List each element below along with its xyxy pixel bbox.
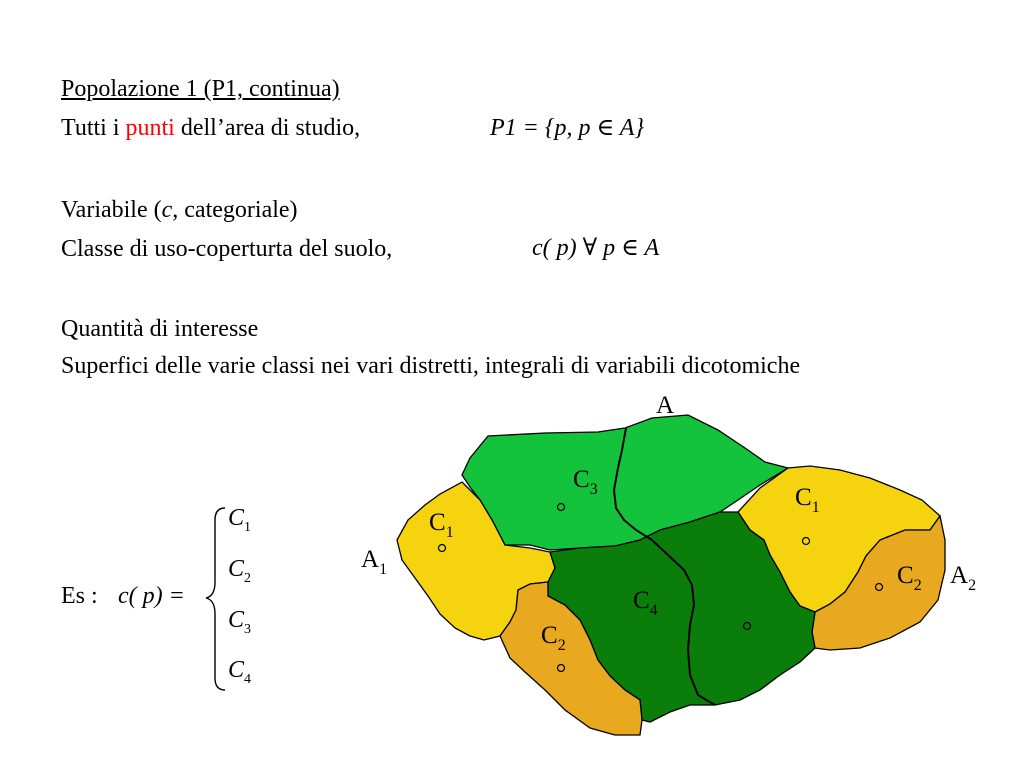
c4-sub: 4: [649, 602, 658, 619]
district-a1-letter: A: [361, 546, 380, 573]
case-subscript: 1: [244, 519, 252, 535]
case-subscript: 4: [244, 671, 252, 687]
variable-heading-var: c: [161, 197, 173, 223]
variable-heading-prefix: Variabile (: [61, 197, 162, 223]
c3-sub: 3: [589, 481, 598, 498]
c1-right-letter: C: [795, 484, 812, 511]
case-letter: C: [228, 657, 245, 683]
case-subscript: 3: [244, 621, 252, 637]
case-letter: C: [228, 505, 245, 531]
population-formula: P1 = {p, p ∈ A}: [490, 115, 645, 141]
c2-right-sub: 2: [913, 577, 922, 594]
population-text-before: Tutti i: [61, 115, 126, 141]
c4-letter: C: [633, 587, 650, 614]
case-letter: C: [228, 607, 245, 633]
example-lhs: c( p) =: [118, 583, 185, 609]
variable-description: Classe di uso-coperturta del suolo,: [61, 236, 393, 262]
c2-right-letter: C: [897, 562, 914, 589]
case-subscript: 2: [244, 570, 252, 586]
c1-left-sub: 1: [445, 524, 454, 541]
quantity-heading: Quantità di interesse: [61, 316, 259, 342]
district-a1-sub: 1: [379, 561, 388, 578]
population-heading: Popolazione 1 (P1, continua): [61, 76, 340, 102]
c1-right-sub: 1: [811, 499, 820, 516]
variable-formula: c( p) ∀ p ∈ A: [532, 235, 660, 261]
district-a2-letter: A: [950, 562, 969, 589]
district-a2-sub: 2: [968, 577, 977, 594]
variable-heading-suffix: , categoriale): [172, 197, 298, 223]
quantity-text: Superfici delle varie classi nei vari distretti, integrali di variabili dicotomiche: [61, 353, 801, 379]
district-label-a1: [361, 546, 387, 578]
c1-left-letter: C: [429, 509, 446, 536]
case-letter: C: [228, 556, 245, 582]
c2-bottom-sub: 2: [557, 637, 566, 654]
population-text-after: dell’area di studio,: [174, 115, 361, 141]
district-label-a2: [950, 562, 976, 594]
area-label-a: A: [656, 392, 675, 419]
population-highlight: punti: [125, 115, 175, 141]
example-prefix: Es :: [61, 583, 98, 609]
c2-bottom-letter: C: [541, 622, 558, 649]
c3-letter: C: [573, 466, 590, 493]
